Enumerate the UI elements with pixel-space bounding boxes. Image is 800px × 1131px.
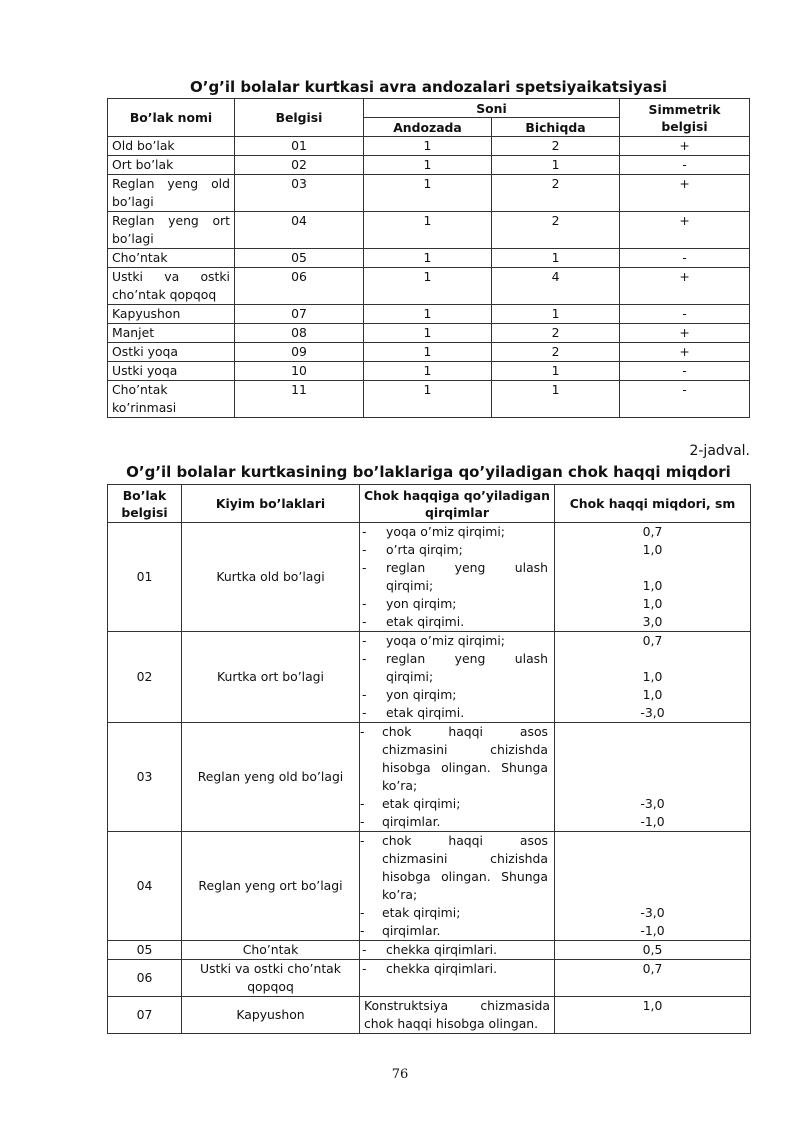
part-code-cell: 03 — [235, 175, 364, 212]
cut-count-cell: 1 — [492, 249, 620, 268]
cut-text: reglan yeng ulash qirqimi; — [386, 560, 548, 593]
table-row — [108, 632, 751, 723]
cut-count-cell: 1 — [492, 305, 620, 324]
pattern-count-cell: 1 — [364, 324, 492, 343]
cut-dash: - — [362, 542, 367, 557]
part-name-cell: Old bo’lak — [108, 137, 235, 156]
cuts-cell — [360, 832, 555, 941]
cut-text: yoqa o’miz qirqimi; — [386, 633, 505, 648]
cut-note: Konstruktsiya chizmasida chok haqqi hisobga olingan. — [364, 998, 550, 1031]
part-code-cell: 06 — [235, 268, 364, 305]
table-row — [108, 268, 750, 305]
cut-dash: - — [360, 814, 365, 829]
garment-part-cell: Ustki va ostki cho’ntak qopqoq — [182, 960, 360, 997]
cut-dash: - — [362, 633, 367, 648]
part-name-cell: Cho’ntak ko’rinmasi — [108, 381, 235, 418]
symmetric-cell: - — [620, 156, 750, 175]
cut-text: chok haqqi asos chizmasini chizishda hisobga olingan. Shunga ko’ra; — [382, 724, 548, 793]
spacer — [555, 723, 750, 741]
table-row — [108, 997, 751, 1034]
table-row — [108, 156, 750, 175]
cut-text: reglan yeng ulash qirqimi; — [386, 651, 548, 684]
cut-dash: - — [362, 560, 367, 575]
table-row — [108, 381, 750, 418]
cut-dash: - — [360, 833, 365, 848]
symmetric-cell: - — [620, 249, 750, 268]
part-code-cell: 07 — [235, 305, 364, 324]
cut-item — [360, 704, 554, 722]
allowance-value: 3,0 — [642, 614, 663, 629]
part-code-cell: 06 — [108, 960, 182, 997]
part-name-cell: Ostki yoqa — [108, 343, 235, 362]
parts-specification-table — [107, 98, 750, 418]
cuts-cell — [360, 523, 555, 632]
pattern-count-cell: 1 — [364, 137, 492, 156]
cut-item — [360, 523, 554, 541]
allowance-value: -3,0 — [640, 705, 665, 720]
cut-item — [360, 559, 554, 595]
part-name-cell: Reglan yeng old bo’lagi — [108, 175, 235, 212]
cuts-cell — [360, 723, 555, 832]
allowance-value: -1,0 — [640, 923, 665, 938]
spacer — [555, 741, 750, 759]
allowance-cell — [555, 632, 751, 723]
cut-text: chekka qirqimlari. — [386, 961, 498, 976]
table-row — [108, 362, 750, 381]
cut-item — [360, 795, 554, 813]
allowance-cell — [555, 723, 751, 832]
cut-item — [360, 960, 554, 978]
allowance-value: 0,7 — [642, 633, 663, 648]
spacer — [555, 886, 750, 904]
part-name-cell: Manjet — [108, 324, 235, 343]
table-row — [108, 137, 750, 156]
cut-text: etak qirqimi. — [386, 614, 465, 629]
table-row — [108, 249, 750, 268]
allowance-value: -1,0 — [640, 814, 665, 829]
cut-item — [360, 904, 554, 922]
cut-item — [360, 832, 554, 904]
garment-part-cell: Cho’ntak — [182, 941, 360, 960]
pattern-count-cell: 1 — [364, 381, 492, 418]
symmetric-cell: + — [620, 324, 750, 343]
cut-count-cell: 1 — [492, 381, 620, 418]
allowance-cell — [555, 832, 751, 941]
table1-title: O’g’il bolalar kurtkasi avra andozalari spetsiyaikatsiyasi — [190, 78, 667, 96]
table-row — [108, 212, 750, 249]
cut-text: yon qirqim; — [386, 596, 457, 611]
cut-dash: - — [360, 724, 365, 739]
header-count: Soni — [364, 99, 620, 118]
part-code-cell: 01 — [108, 523, 182, 632]
part-name-cell: Ustki va ostki cho’ntak qopqoq — [108, 268, 235, 305]
garment-part-cell: Kurtka old bo’lagi — [182, 523, 360, 632]
cut-text: chok haqqi asos chizmasini chizishda hisobga olingan. Shunga ko’ra; — [382, 833, 548, 902]
cut-dash: - — [362, 651, 367, 666]
table-row — [108, 832, 751, 941]
cut-text: qirqimlar. — [382, 923, 441, 938]
cut-item — [360, 813, 554, 831]
cut-text: etak qirqimi; — [382, 905, 461, 920]
page-number: 76 — [391, 1067, 409, 1082]
allowance-value: 0,5 — [642, 942, 663, 957]
cuts-cell — [360, 632, 555, 723]
cut-item — [360, 541, 554, 559]
cuts-cell — [360, 997, 555, 1034]
spacer — [555, 759, 750, 777]
header-garment-parts: Kiyim bo’laklari — [182, 485, 360, 523]
allowance-cell — [555, 941, 751, 960]
symmetric-cell: + — [620, 268, 750, 305]
cut-count-cell: 4 — [492, 268, 620, 305]
spacer — [555, 832, 750, 850]
cut-dash: - — [362, 614, 367, 629]
table-row — [108, 343, 750, 362]
table-row — [108, 175, 750, 212]
table-row — [108, 305, 750, 324]
header-symmetric: Simmetrik belgisi — [620, 99, 750, 137]
allowance-value: -3,0 — [640, 796, 665, 811]
allowance-value: 1,0 — [642, 578, 663, 593]
allowance-cell — [555, 997, 751, 1034]
cut-dash: - — [362, 942, 367, 957]
part-name-cell: Ort bo’lak — [108, 156, 235, 175]
pattern-count-cell: 1 — [364, 362, 492, 381]
cut-item — [360, 613, 554, 631]
part-code-cell: 05 — [235, 249, 364, 268]
pattern-count-cell: 1 — [364, 268, 492, 305]
part-code-cell: 07 — [108, 997, 182, 1034]
spacer — [555, 777, 750, 795]
part-code-cell: 01 — [235, 137, 364, 156]
cut-item — [360, 632, 554, 650]
cut-count-cell: 1 — [492, 362, 620, 381]
allowance-value: 1,0 — [642, 998, 663, 1013]
table-row — [108, 523, 751, 632]
cut-text: o’rta qirqim; — [386, 542, 463, 557]
allowance-value: 1,0 — [642, 542, 663, 557]
allowance-cell — [555, 960, 751, 997]
spacer — [555, 650, 750, 668]
cut-dash: - — [360, 796, 365, 811]
part-code-cell: 02 — [108, 632, 182, 723]
pattern-count-cell: 1 — [364, 249, 492, 268]
table-row — [108, 723, 751, 832]
cut-count-cell: 2 — [492, 212, 620, 249]
garment-part-cell: Kurtka ort bo’lagi — [182, 632, 360, 723]
header-count-pattern: Andozada — [364, 118, 492, 137]
table-row — [108, 941, 751, 960]
symmetric-cell: + — [620, 343, 750, 362]
cut-dash: - — [362, 596, 367, 611]
part-name-cell: Cho’ntak — [108, 249, 235, 268]
part-code-cell: 09 — [235, 343, 364, 362]
header-part-name: Bo’lak nomi — [108, 99, 235, 137]
allowance-value: 1,0 — [642, 596, 663, 611]
pattern-count-cell: 1 — [364, 343, 492, 362]
cuts-cell — [360, 941, 555, 960]
spacer — [555, 850, 750, 868]
cut-text: yoqa o’miz qirqimi; — [386, 524, 505, 539]
cut-count-cell: 2 — [492, 343, 620, 362]
allowance-value: 0,7 — [642, 524, 663, 539]
pattern-count-cell: 1 — [364, 156, 492, 175]
cut-count-cell: 2 — [492, 324, 620, 343]
cut-dash: - — [362, 961, 367, 976]
part-code-cell: 10 — [235, 362, 364, 381]
part-code-cell: 04 — [108, 832, 182, 941]
part-name-cell: Reglan yeng ort bo’lagi — [108, 212, 235, 249]
symmetric-cell: + — [620, 175, 750, 212]
part-code-cell: 04 — [235, 212, 364, 249]
allowance-value: 1,0 — [642, 669, 663, 684]
cut-count-cell: 2 — [492, 175, 620, 212]
table-row — [108, 324, 750, 343]
cuts-cell — [360, 960, 555, 997]
pattern-count-cell: 1 — [364, 175, 492, 212]
cut-text: etak qirqimi; — [382, 796, 461, 811]
spacer — [555, 559, 750, 577]
header-part-code: Bo’lak belgisi — [108, 485, 182, 523]
part-name-cell: Kapyushon — [108, 305, 235, 324]
cut-text: chekka qirqimlari. — [386, 942, 498, 957]
seam-allowance-table — [107, 484, 751, 1034]
header-code: Belgisi — [235, 99, 364, 137]
allowance-value: 1,0 — [642, 687, 663, 702]
cut-count-cell: 1 — [492, 156, 620, 175]
header-allowance-amount: Chok haqqi miqdori, sm — [555, 485, 751, 523]
allowance-cell — [555, 523, 751, 632]
part-code-cell: 05 — [108, 941, 182, 960]
cut-item — [360, 922, 554, 940]
cut-item — [360, 941, 554, 959]
symmetric-cell: + — [620, 137, 750, 156]
cut-dash: - — [360, 923, 365, 938]
table1-body — [108, 137, 750, 418]
cut-text: etak qirqimi. — [386, 705, 465, 720]
cut-item — [360, 650, 554, 686]
cut-dash: - — [362, 524, 367, 539]
cut-dash: - — [362, 705, 367, 720]
cut-item — [360, 723, 554, 795]
garment-part-cell: Reglan yeng old bo’lagi — [182, 723, 360, 832]
table-row — [108, 960, 751, 997]
allowance-value: -3,0 — [640, 905, 665, 920]
cut-item — [360, 595, 554, 613]
symmetric-cell: - — [620, 381, 750, 418]
part-code-cell: 11 — [235, 381, 364, 418]
cut-text: qirqimlar. — [382, 814, 441, 829]
pattern-count-cell: 1 — [364, 305, 492, 324]
garment-part-cell: Kapyushon — [182, 997, 360, 1034]
part-code-cell: 02 — [235, 156, 364, 175]
cut-item — [360, 686, 554, 704]
allowance-value: 0,7 — [642, 961, 663, 976]
part-code-cell: 08 — [235, 324, 364, 343]
header-cuts: Chok haqqiga qo’yiladigan qirqimlar — [360, 485, 555, 523]
cut-count-cell: 2 — [492, 137, 620, 156]
symmetric-cell: - — [620, 362, 750, 381]
cut-text: yon qirqim; — [386, 687, 457, 702]
symmetric-cell: + — [620, 212, 750, 249]
part-code-cell: 03 — [108, 723, 182, 832]
table2-body — [108, 523, 751, 1034]
pattern-count-cell: 1 — [364, 212, 492, 249]
symmetric-cell: - — [620, 305, 750, 324]
table2-label: 2-jadval. — [689, 443, 750, 459]
garment-part-cell: Reglan yeng ort bo’lagi — [182, 832, 360, 941]
cut-dash: - — [362, 687, 367, 702]
spacer — [555, 868, 750, 886]
cut-dash: - — [360, 905, 365, 920]
part-name-cell: Ustki yoqa — [108, 362, 235, 381]
header-count-cut: Bichiqda — [492, 118, 620, 137]
table2-title: O’g’il bolalar kurtkasining bo’laklariga qo’yiladigan chok haqqi miqdori — [126, 463, 731, 481]
